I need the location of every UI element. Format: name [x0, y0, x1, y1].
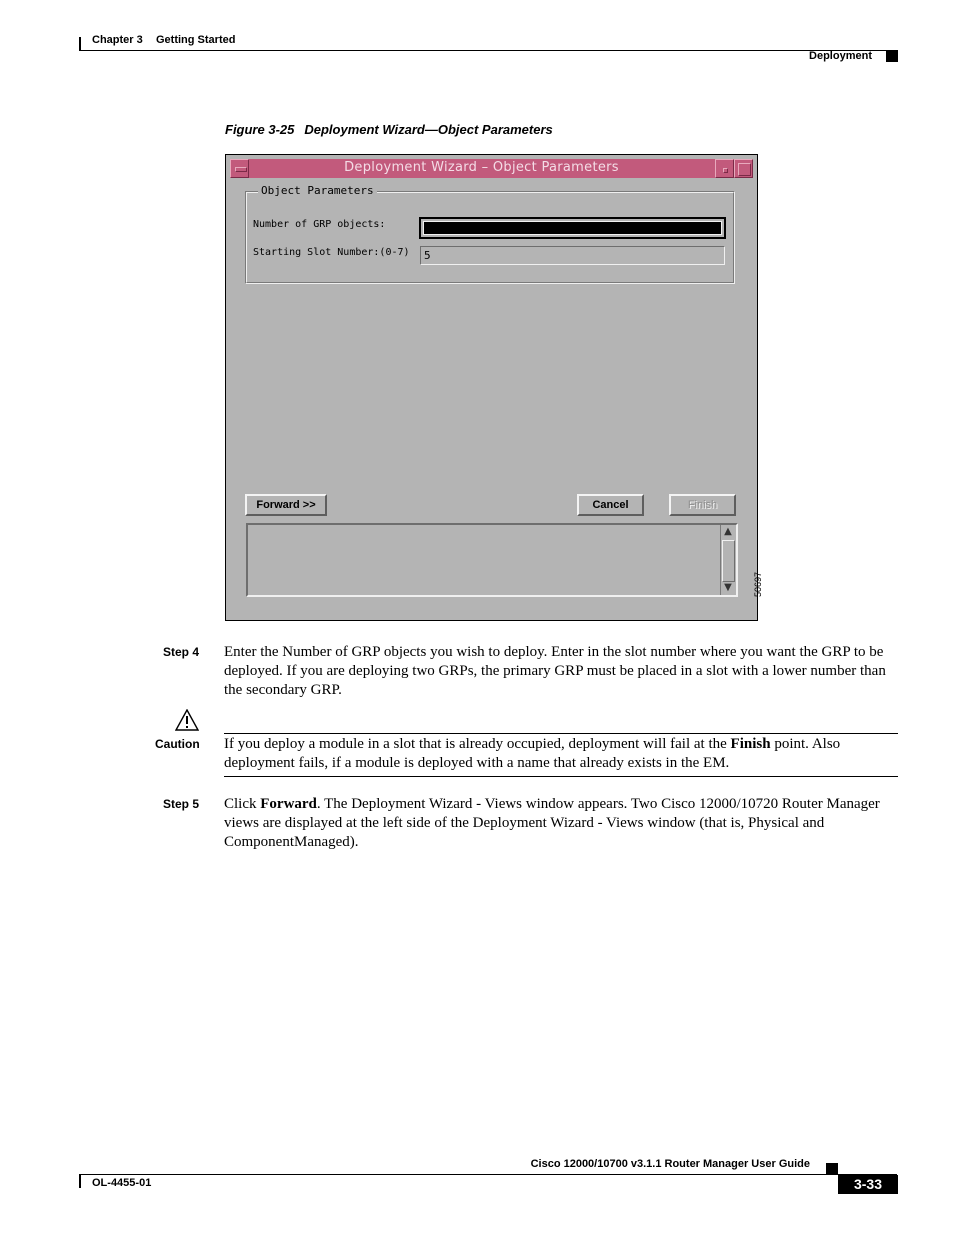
slot-number-input[interactable] — [420, 246, 725, 265]
caution-text-pre: If you deploy a module in a slot that is already occupied, deployment will fail at the — [224, 736, 731, 752]
finish-button[interactable]: Finish — [669, 494, 736, 516]
window-title: Deployment Wizard – Object Parameters — [344, 160, 619, 175]
header-rule — [79, 50, 897, 51]
header-chapter-title: Getting Started — [156, 34, 236, 46]
deployment-wizard-window — [225, 154, 758, 621]
scroll-up-icon[interactable]: ▲ — [724, 526, 732, 537]
group-label: Object Parameters — [258, 184, 377, 197]
caution-text-post: point. Also deployment fails, if a module is deployed with a name that already exists in the EM. — [224, 736, 841, 771]
header-section: Deployment — [809, 50, 872, 62]
window-menu-icon[interactable] — [230, 159, 249, 178]
caution-rule-top — [224, 733, 898, 734]
header-chapter: Chapter 3 — [92, 34, 143, 46]
message-scrollbar[interactable] — [720, 525, 736, 595]
message-area[interactable] — [246, 523, 738, 597]
scroll-down-icon[interactable]: ▼ — [724, 582, 732, 593]
step-5-text-pre: Click — [224, 796, 261, 812]
step-5-text — [224, 795, 898, 852]
header-marker — [886, 50, 898, 62]
slot-number-label: Starting Slot Number:(0-7) — [253, 247, 410, 258]
figure-caption — [225, 122, 553, 137]
slot-number-value: 5 — [424, 249, 431, 262]
footer-doc-number: OL-4455-01 — [92, 1177, 152, 1189]
header-rule-vertical — [79, 37, 81, 51]
title-bar[interactable] — [230, 159, 753, 178]
figure-id: 50697 — [753, 571, 763, 597]
caution-rule-bottom — [224, 776, 898, 777]
footer-rule-vertical — [79, 1174, 81, 1188]
caution-text — [224, 735, 898, 773]
caution-triangle-icon — [175, 709, 199, 731]
num-grp-value: 1 — [426, 221, 433, 234]
figure-number: Figure 3-25 — [225, 122, 295, 137]
step-4-label: Step 4 — [163, 645, 200, 659]
minimize-icon[interactable] — [715, 159, 734, 178]
caution-finish-term: Finish — [730, 736, 771, 752]
maximize-icon[interactable] — [734, 159, 753, 178]
step-5-forward-term: Forward — [260, 796, 317, 812]
footer-page-number: 3-33 — [838, 1175, 898, 1194]
forward-button[interactable]: Forward >> — [245, 494, 327, 516]
caution-label: Caution — [155, 737, 200, 751]
cancel-button[interactable]: Cancel — [577, 494, 644, 516]
footer-guide-title: Cisco 12000/10700 v3.1.1 Router Manager User Guide — [530, 1158, 810, 1170]
step-5-text-post: . The Deployment Wizard - Views window appears. Two Cisco 12000/10720 Router Manager views are displayed at the left side of the Deployment Wizard - Views window (that is, Physical and ComponentManaged). — [224, 796, 880, 850]
num-grp-input[interactable] — [419, 217, 726, 239]
num-grp-label: Number of GRP objects: — [253, 219, 386, 230]
figure-title: Deployment Wizard—Object Parameters — [304, 122, 553, 137]
step-4-text: Enter the Number of GRP objects you wish to deploy. Enter in the slot number where you want the GRP to be deployed. If you are deploying two GRPs, the primary GRP must be placed in a slot with a lower number than the secondary GRP. — [224, 644, 886, 698]
footer-rule — [79, 1174, 897, 1175]
scroll-thumb[interactable] — [722, 540, 735, 582]
step-5-label: Step 5 — [163, 797, 200, 811]
